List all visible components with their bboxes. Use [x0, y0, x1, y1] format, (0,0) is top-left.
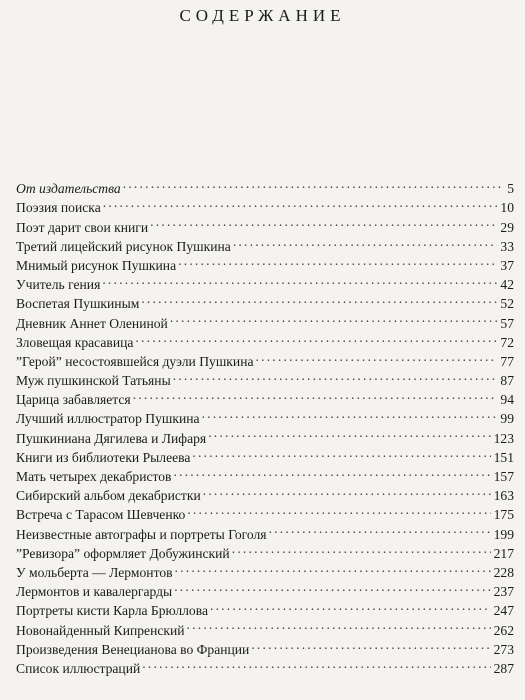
toc-entry-title: Третий лицейский рисунок Пушкина	[16, 238, 231, 254]
dot-leader	[103, 193, 498, 212]
toc-entry-page: 175	[493, 507, 514, 523]
dot-leader	[187, 615, 491, 634]
dot-leader	[178, 251, 497, 270]
toc-entry-title: От издательства	[16, 181, 121, 197]
dot-leader	[187, 500, 490, 519]
toc-entry-title: Учитель гения	[16, 277, 101, 293]
dot-leader	[251, 635, 490, 654]
toc-entry-title: Воспетая Пушкиным	[16, 296, 140, 312]
toc-entry-title: Поэт дарит свои книги	[16, 219, 149, 235]
toc-entry-page: 87	[500, 373, 514, 389]
toc-entry-title: ”Герой” несостоявшейся дуэли Пушкина	[16, 353, 254, 369]
toc-entry-title: Неизвестные автографы и портреты Гоголя	[16, 526, 267, 542]
toc-entry-page: 29	[500, 219, 514, 235]
dot-leader	[269, 519, 491, 538]
dot-leader	[170, 308, 498, 327]
toc-entry-title: Мнимый рисунок Пушкина	[16, 257, 177, 273]
toc-entry-page: 199	[493, 526, 514, 542]
toc-entry-title: Лучший иллюстратор Пушкина	[16, 411, 200, 427]
dot-leader	[135, 328, 497, 347]
toc-entry-page: 10	[500, 200, 514, 216]
toc-entry-title: Муж пушкинской Татьяны	[16, 373, 171, 389]
toc-entry-page: 237	[493, 584, 514, 600]
dot-leader	[173, 366, 498, 385]
toc-entry-title: Лермонтов и кавалергарды	[16, 584, 173, 600]
toc-entry-page: 99	[500, 411, 514, 427]
page-title: СОДЕРЖАНИЕ	[179, 6, 346, 25]
toc-entry-page: 37	[500, 257, 514, 273]
toc-entry-page: 163	[493, 488, 514, 504]
toc-entry-title: Царица забавляется	[16, 392, 131, 408]
toc-entry[interactable]	[16, 174, 514, 197]
toc-entry-page: 57	[500, 315, 514, 331]
dot-leader	[202, 404, 498, 423]
toc-entry-page: 52	[500, 296, 514, 312]
toc-entry-title: У мольберта — Лермонтов	[16, 564, 173, 580]
toc-entry-title: Мать четырех декабристов	[16, 469, 172, 484]
toc-entry-title: Новонайденный Кипренский	[16, 622, 185, 638]
dot-leader	[174, 577, 490, 596]
toc-entry-page: 228	[493, 564, 514, 580]
toc-entry-page: 77	[500, 353, 514, 369]
dot-leader	[133, 385, 498, 404]
dot-leader	[175, 558, 491, 577]
toc-entry-page: 72	[500, 334, 514, 350]
toc-entry-page: 94	[500, 392, 514, 408]
dot-leader	[203, 481, 491, 500]
toc-entry-page: 5	[507, 181, 514, 197]
dot-leader	[141, 289, 497, 308]
toc-entry-page: 262	[493, 622, 514, 638]
dot-leader	[142, 654, 490, 673]
toc-entry-page: 151	[493, 449, 514, 465]
toc-entry-title: ”Ревизора” оформляет Добужинский	[16, 545, 230, 561]
toc-entry-title: Пушкиниана Дягилева и Лифаря	[16, 430, 207, 446]
dot-leader	[256, 347, 498, 366]
dot-leader	[123, 174, 504, 193]
toc-entry-page: 217	[493, 545, 514, 561]
dot-leader	[210, 596, 491, 615]
dot-leader	[233, 232, 498, 251]
toc-entry-title: Зловещая красавица	[16, 334, 134, 350]
toc-entry-title: Встреча с Тарасом Шевченко	[16, 507, 186, 523]
toc-entry-title: Поэзия поиска	[16, 200, 101, 216]
toc-entry-title: Список иллюстраций	[16, 660, 141, 676]
dot-leader	[208, 423, 490, 442]
toc-entry-page: 247	[493, 603, 514, 619]
toc-entry-title: Дневник Аннет Олениной	[16, 315, 168, 331]
dot-leader	[173, 462, 490, 481]
toc-entry-title: Книги из библиотеки Рылеева	[16, 449, 191, 465]
toc-entry-page: 273	[493, 641, 514, 657]
dot-leader	[232, 539, 491, 558]
dot-leader	[192, 443, 490, 462]
dot-leader	[102, 270, 497, 289]
toc-entry-page: 287	[493, 660, 514, 676]
toc-entry-title: Произведения Венецианова во Франции	[16, 641, 250, 657]
toc-entry-page: 123	[493, 430, 514, 446]
toc-entry-page: 42	[500, 277, 514, 293]
toc-entry-page: 33	[500, 238, 514, 254]
dot-leader	[150, 212, 497, 231]
toc-entry-title: Портреты кисти Карла Брюллова	[16, 603, 208, 619]
toc-entry-page: 157	[493, 469, 514, 484]
table-of-contents	[16, 174, 514, 676]
toc-entry-title: Сибирский альбом декабристки	[16, 488, 201, 504]
